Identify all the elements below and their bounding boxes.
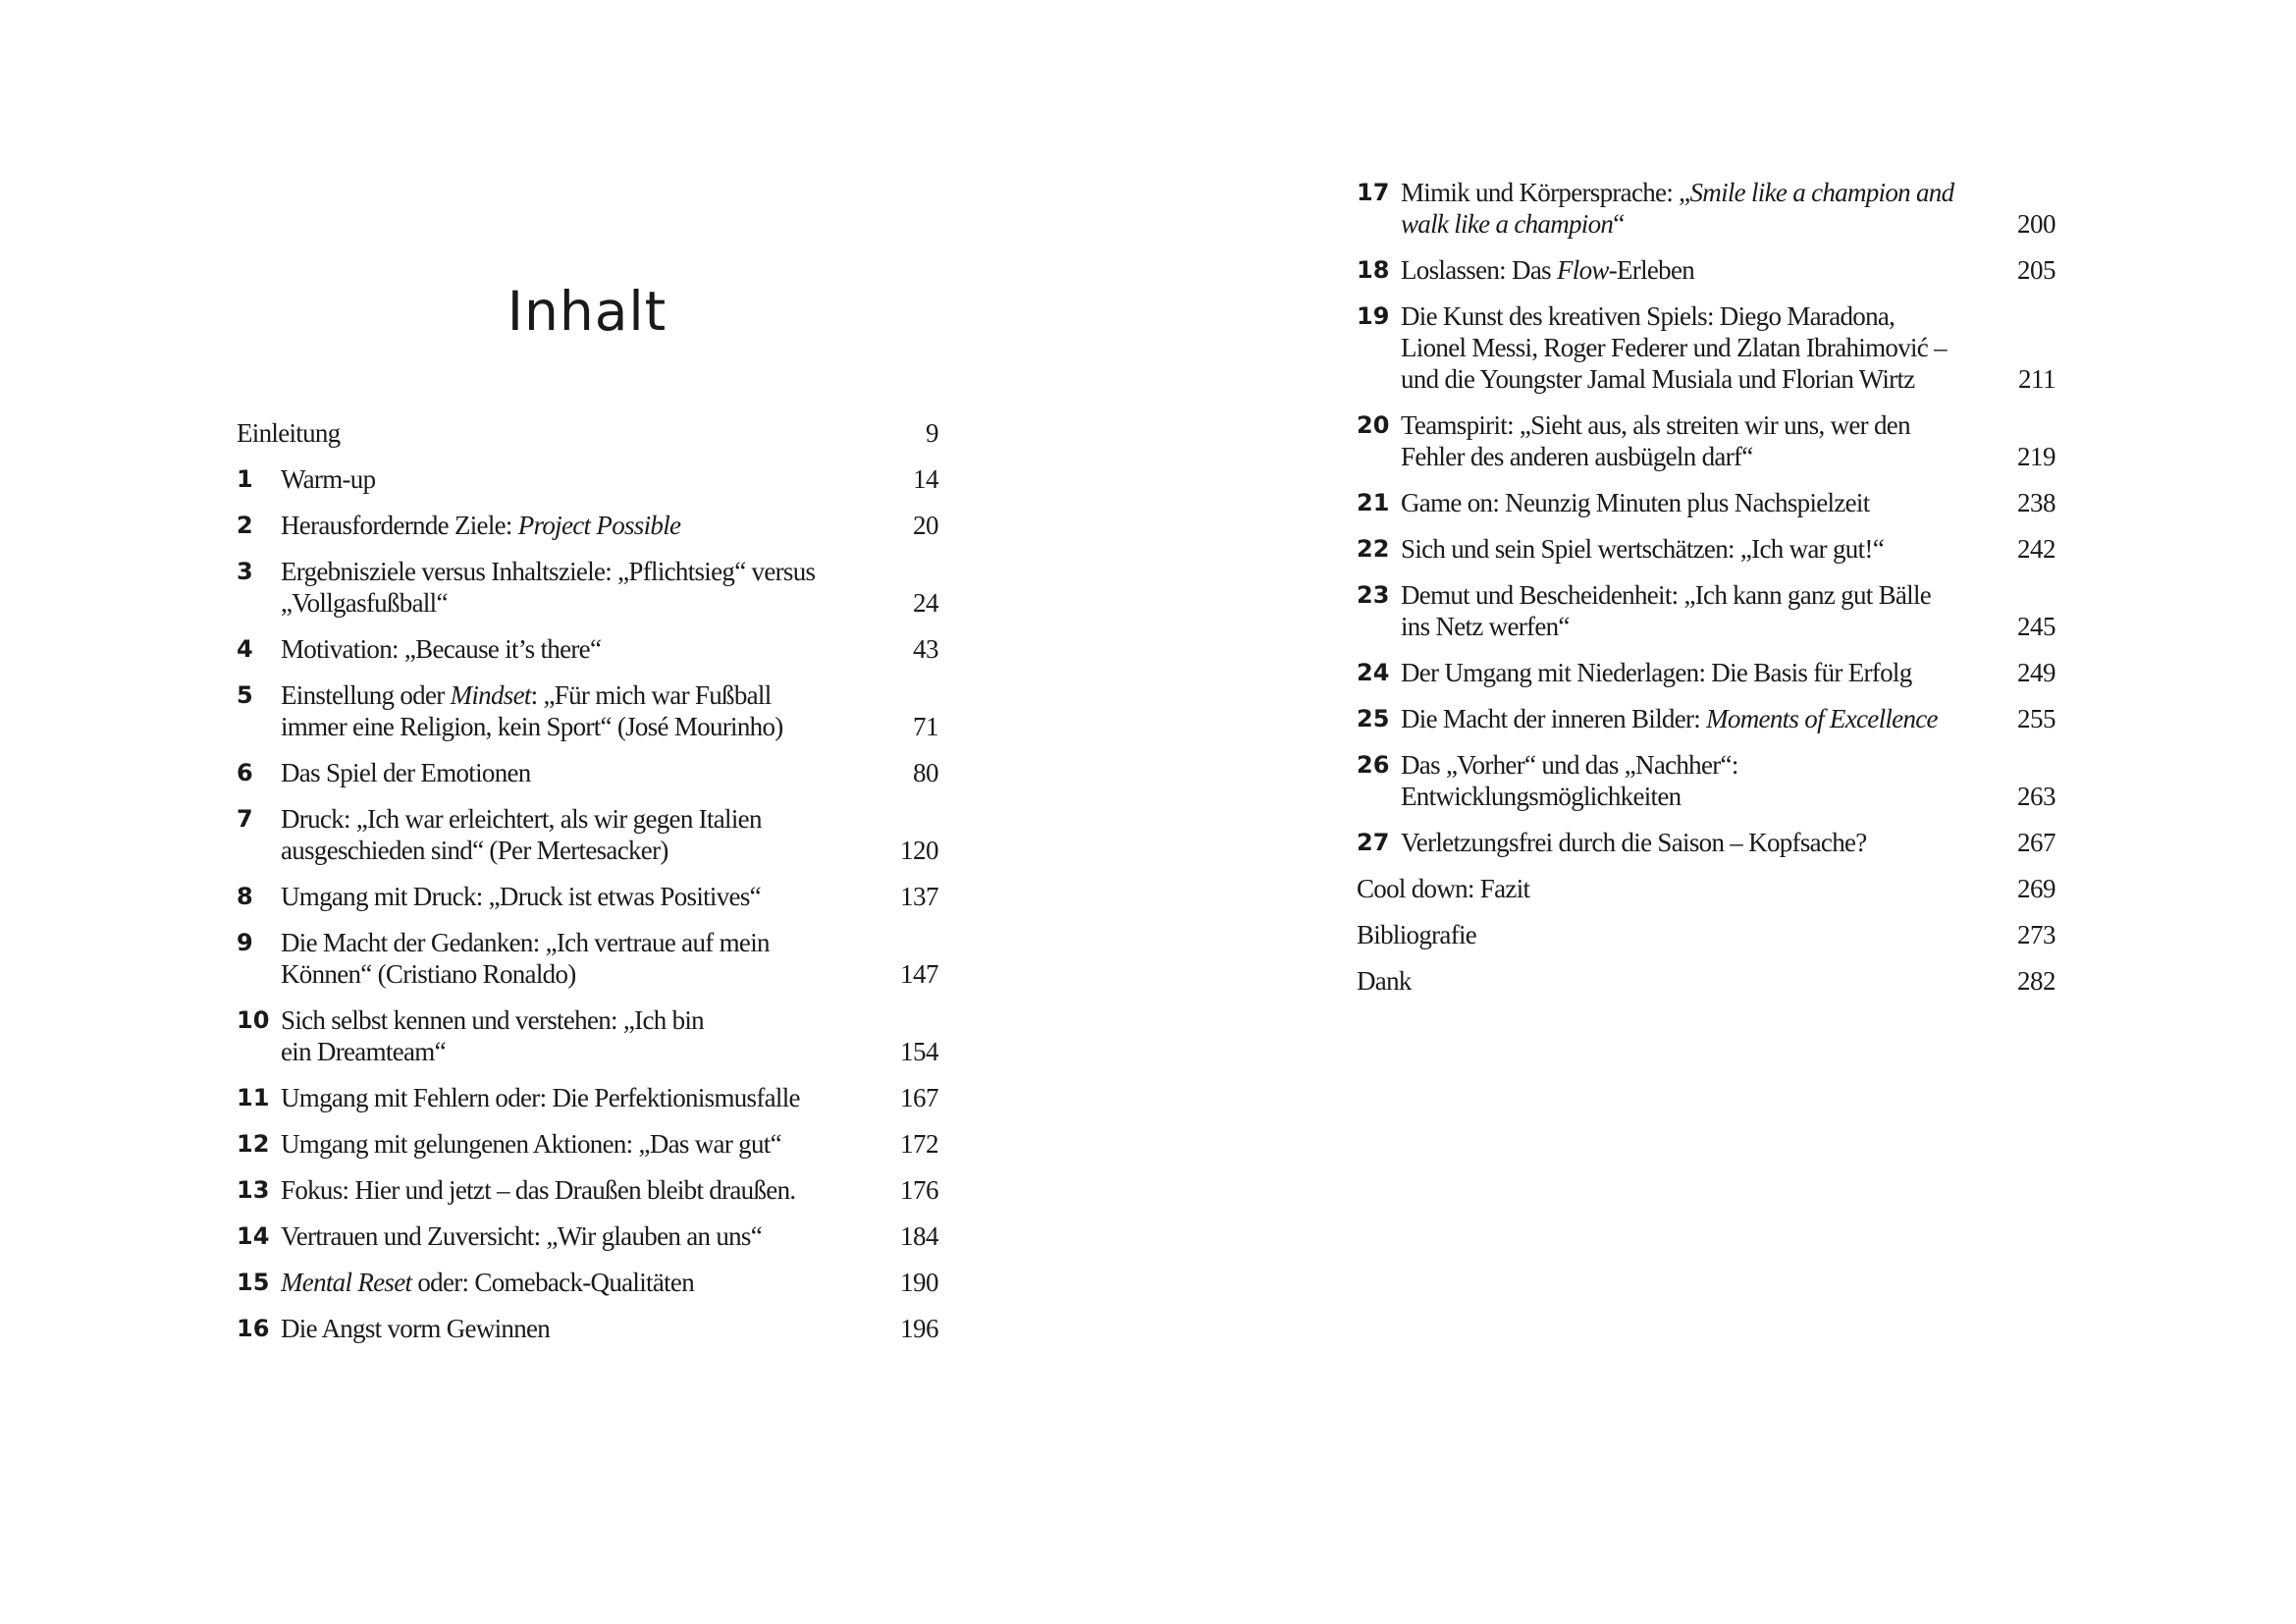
chapter-title-line	[281, 587, 870, 619]
chapter-title-line	[281, 463, 870, 495]
chapter-title	[1401, 579, 1987, 642]
italic-segment: walk like a champion	[1401, 209, 1614, 239]
text-segment: Einstellung oder	[281, 680, 451, 710]
text-segment: Game on: Neunzig Minuten plus Nachspielzeit	[1401, 488, 1870, 517]
text-segment: Umgang mit Fehlern oder: Die Perfektionismusfalle	[281, 1083, 800, 1112]
chapter-title-line	[1401, 177, 1987, 208]
chapter-title	[281, 556, 870, 619]
page-number: 137	[900, 882, 938, 911]
page-number: 242	[2017, 534, 2056, 564]
chapter-title-line	[281, 510, 870, 541]
chapter-number: 2	[237, 512, 253, 539]
chapter-number: 17	[1357, 179, 1390, 206]
toc-entry	[1357, 827, 2056, 858]
chapter-title-line	[281, 633, 870, 665]
chapter-title	[1401, 409, 1987, 472]
italic-segment: Moments of Excellence	[1706, 704, 1938, 733]
chapter-number: 8	[237, 883, 253, 910]
chapter-title	[1401, 533, 1987, 565]
page-number: 245	[2017, 612, 2056, 641]
page-number: 282	[2017, 966, 2056, 996]
toc-entry	[237, 1313, 938, 1344]
toc-entry	[1357, 533, 2056, 565]
chapter-title-line	[281, 1220, 870, 1252]
toc-entry	[237, 417, 938, 449]
page-number: 205	[2017, 255, 2056, 285]
italic-segment: Smile like a champion and	[1689, 178, 1954, 207]
chapter-title-line	[281, 1036, 870, 1067]
chapter-number: 23	[1357, 581, 1390, 609]
text-segment: Bibliografie	[1357, 920, 1477, 949]
text-segment: Demut und Bescheidenheit: „Ich kann ganz gut Bälle	[1401, 580, 1932, 610]
text-segment: Fokus: Hier und jetzt – das Draußen bleibt draußen.	[281, 1175, 796, 1205]
chapter-title-line	[281, 1267, 870, 1298]
chapter-title	[281, 1082, 870, 1113]
chapter-number: 16	[237, 1315, 270, 1342]
toc-entry	[237, 463, 938, 495]
text-segment: Die Macht der Gedanken: „Ich vertraue auf mein	[281, 928, 770, 957]
chapter-number: 7	[237, 805, 253, 833]
page-number: 184	[900, 1221, 938, 1251]
page-number: 249	[2017, 658, 2056, 687]
chapter-title	[1401, 657, 1987, 688]
chapter-title-line	[281, 556, 870, 587]
chapter-title	[1401, 703, 1987, 734]
text-segment: Teamspirit: „Sieht aus, als streiten wir uns, wer den	[1401, 410, 1910, 440]
chapter-title-line	[281, 881, 870, 912]
chapter-title-line	[1401, 254, 1987, 286]
page-number: 267	[2017, 828, 2056, 857]
chapter-number: 22	[1357, 535, 1390, 563]
page-number: 196	[900, 1314, 938, 1343]
chapter-title	[281, 927, 870, 990]
chapter-title-line	[1401, 409, 1987, 441]
chapter-title-line	[1401, 579, 1987, 611]
chapter-number: 27	[1357, 829, 1390, 856]
chapter-title	[1401, 487, 1987, 518]
chapter-title	[281, 1267, 870, 1298]
text-segment: Fehler des anderen ausbügeln darf“	[1401, 442, 1753, 471]
chapter-title-line	[1401, 611, 1987, 642]
page-number: 190	[900, 1268, 938, 1297]
chapter-title	[1401, 749, 1987, 812]
text-segment: ein Dreamteam“	[281, 1037, 446, 1066]
chapter-title	[1401, 177, 1987, 240]
chapter-title	[237, 417, 870, 449]
chapter-title	[281, 679, 870, 742]
chapter-title	[281, 881, 870, 912]
chapter-title-line	[1401, 827, 1987, 858]
text-segment: Vertrauen und Zuversicht: „Wir glauben an uns“	[281, 1221, 763, 1251]
text-segment: Warm-up	[281, 464, 376, 494]
page-number: 80	[913, 758, 938, 787]
text-segment: ins Netz werfen“	[1401, 612, 1570, 641]
chapter-title-line	[1401, 332, 1987, 363]
text-segment: immer eine Religion, kein Sport“ (José Mourinho)	[281, 712, 783, 741]
toc-entry	[237, 1128, 938, 1160]
chapter-title	[281, 510, 870, 541]
page-number: 255	[2017, 704, 2056, 733]
page-number: 20	[913, 511, 938, 540]
text-segment: Verletzungsfrei durch die Saison – Kopfsache?	[1401, 828, 1867, 857]
chapter-number: 12	[237, 1130, 270, 1158]
chapter-title	[281, 757, 870, 788]
chapter-title-line	[281, 835, 870, 866]
text-segment: Das „Vorher“ und das „Nachher“:	[1401, 750, 1738, 780]
chapter-number: 19	[1357, 302, 1390, 330]
chapter-title-line	[281, 927, 870, 958]
chapter-title-line	[1357, 873, 1987, 904]
chapter-title-line	[281, 1174, 870, 1206]
text-segment: Dank	[1357, 966, 1412, 996]
toc-list-left	[237, 417, 938, 1359]
text-segment: Loslassen: Das	[1401, 255, 1557, 285]
chapter-title-line	[1401, 208, 1987, 240]
chapter-title	[281, 1004, 870, 1067]
chapter-title-line	[281, 757, 870, 788]
chapter-number: 6	[237, 759, 253, 786]
toc-entry	[237, 803, 938, 866]
toc-entry	[237, 1267, 938, 1298]
text-segment: Die Kunst des kreativen Spiels: Diego Maradona,	[1401, 301, 1896, 331]
page-number: 273	[2017, 920, 2056, 949]
toc-entry	[237, 1220, 938, 1252]
chapter-title	[1401, 827, 1987, 858]
text-segment: Umgang mit gelungenen Aktionen: „Das war gut“	[281, 1129, 781, 1159]
text-segment: Entwicklungsmöglichkeiten	[1401, 782, 1682, 811]
chapter-title	[281, 1220, 870, 1252]
page-number: 200	[2017, 209, 2056, 239]
toc-entry	[1357, 409, 2056, 472]
chapter-title-line	[1401, 300, 1987, 332]
chapter-number: 20	[1357, 411, 1390, 439]
page-number: 120	[900, 836, 938, 865]
toc-entry	[237, 757, 938, 788]
text-segment: -Erleben	[1608, 255, 1695, 285]
chapter-title	[1401, 300, 1987, 395]
text-segment: Sich selbst kennen und verstehen: „Ich bin	[281, 1005, 704, 1035]
toc-entry	[237, 633, 938, 665]
page-number: 172	[900, 1129, 938, 1159]
toc-entry	[1357, 657, 2056, 688]
chapter-number: 15	[237, 1269, 270, 1296]
chapter-number: 26	[1357, 751, 1390, 779]
toc-entry	[1357, 703, 2056, 734]
chapter-title-line	[1401, 703, 1987, 734]
chapter-number: 13	[237, 1176, 270, 1204]
chapter-number: 25	[1357, 705, 1390, 732]
text-segment: : „Für mich war Fußball	[530, 680, 772, 710]
toc-entry	[1357, 579, 2056, 642]
text-segment: ausgeschieden sind“ (Per Mertesacker)	[281, 836, 668, 865]
toc-entry	[1357, 749, 2056, 812]
page-number: 269	[2017, 874, 2056, 903]
chapter-title-line	[1357, 965, 1987, 997]
toc-entry	[1357, 873, 2056, 904]
toc-entry	[1357, 487, 2056, 518]
chapter-title-line	[1401, 487, 1987, 518]
chapter-title-line	[1401, 363, 1987, 395]
chapter-number: 21	[1357, 489, 1390, 516]
chapter-title	[281, 463, 870, 495]
text-segment: und die Youngster Jamal Musiala und Florian Wirtz	[1401, 364, 1915, 394]
chapter-title	[1357, 873, 1987, 904]
chapter-title-line	[281, 1082, 870, 1113]
toc-entry	[237, 556, 938, 619]
text-segment: Das Spiel der Emotionen	[281, 758, 531, 787]
chapter-title-line	[1401, 533, 1987, 565]
chapter-number: 5	[237, 681, 253, 709]
chapter-title	[281, 1313, 870, 1344]
italic-segment: Mental Reset	[281, 1268, 412, 1297]
chapter-number: 11	[237, 1084, 270, 1111]
text-segment: Einleitung	[237, 418, 341, 448]
page-number: 9	[926, 418, 938, 448]
toc-entry	[237, 679, 938, 742]
page-number: 219	[2017, 442, 2056, 471]
chapter-title-line	[1357, 919, 1987, 950]
text-segment: Herausfordernde Ziele:	[281, 511, 518, 540]
chapter-title	[1357, 919, 1987, 950]
page-number: 263	[2017, 782, 2056, 811]
chapter-title-line	[1401, 657, 1987, 688]
chapter-title-line	[281, 1128, 870, 1160]
text-segment: Sich und sein Spiel wertschätzen: „Ich war gut!“	[1401, 534, 1884, 564]
text-segment: Druck: „Ich war erleichtert, als wir gegen Italien	[281, 804, 762, 834]
chapter-number: 9	[237, 929, 253, 956]
chapter-number: 14	[237, 1222, 270, 1250]
toc-entry	[237, 1082, 938, 1113]
text-segment: Die Macht der inneren Bilder:	[1401, 704, 1707, 733]
toc-list-right	[1357, 177, 2056, 1011]
chapter-title	[1401, 254, 1987, 286]
page-number: 147	[900, 959, 938, 989]
page-number: 176	[900, 1175, 938, 1205]
text-segment: Der Umgang mit Niederlagen: Die Basis für Erfolg	[1401, 658, 1912, 687]
page-number: 43	[913, 634, 938, 664]
toc-entry	[1357, 300, 2056, 395]
italic-segment: Mindset	[450, 680, 531, 710]
chapter-title	[281, 1128, 870, 1160]
chapter-title-line	[281, 803, 870, 835]
chapter-title	[281, 633, 870, 665]
chapter-number: 1	[237, 465, 253, 493]
page-number: 211	[2018, 364, 2056, 394]
chapter-title-line	[1401, 749, 1987, 781]
page-number: 14	[913, 464, 938, 494]
toc-entry	[237, 1004, 938, 1067]
toc-entry	[1357, 177, 2056, 240]
text-segment: oder: Comeback-Qualitäten	[411, 1268, 694, 1297]
text-segment: Cool down: Fazit	[1357, 874, 1530, 903]
page-number: 24	[913, 588, 938, 618]
toc-entry	[237, 881, 938, 912]
italic-segment: Project Possible	[517, 511, 681, 540]
page-title: Inhalt	[507, 280, 667, 343]
text-segment: Die Angst vorm Gewinnen	[281, 1314, 551, 1343]
text-segment: Können“ (Cristiano Ronaldo)	[281, 959, 576, 989]
chapter-title-line	[281, 1313, 870, 1344]
text-segment: „Vollgasfußball“	[281, 588, 448, 618]
chapter-number: 24	[1357, 659, 1390, 686]
chapter-number: 4	[237, 635, 253, 663]
text-segment: Lionel Messi, Roger Federer und Zlatan Ibrahimović –	[1401, 333, 1947, 362]
page-number: 167	[900, 1083, 938, 1112]
chapter-title-line	[237, 417, 870, 449]
text-segment: Motivation: „Because it’s there“	[281, 634, 602, 664]
toc-entry	[237, 1174, 938, 1206]
chapter-number: 10	[237, 1006, 270, 1034]
text-segment: “	[1613, 209, 1625, 239]
chapter-title-line	[1401, 441, 1987, 472]
page-number: 71	[913, 712, 938, 741]
text-segment: Umgang mit Druck: „Druck ist etwas Positives“	[281, 882, 761, 911]
text-segment: Mimik und Körpersprache: „	[1401, 178, 1690, 207]
chapter-title-line	[281, 711, 870, 742]
toc-entry	[1357, 254, 2056, 286]
toc-entry	[1357, 919, 2056, 950]
toc-entry	[237, 510, 938, 541]
toc-entry	[1357, 965, 2056, 997]
chapter-title-line	[281, 679, 870, 711]
chapter-number: 3	[237, 558, 253, 585]
page-number: 238	[2017, 488, 2056, 517]
chapter-number: 18	[1357, 256, 1390, 284]
italic-segment: Flow	[1556, 255, 1609, 285]
chapter-title-line	[281, 1004, 870, 1036]
chapter-title-line	[1401, 781, 1987, 812]
toc-entry	[237, 927, 938, 990]
right-page	[1148, 0, 2296, 1624]
text-segment: Ergebnisziele versus Inhaltsziele: „Pflichtsieg“ versus	[281, 557, 816, 586]
chapter-title	[1357, 965, 1987, 997]
chapter-title-line	[281, 958, 870, 990]
chapter-title	[281, 1174, 870, 1206]
page-number: 154	[900, 1037, 938, 1066]
chapter-title	[281, 803, 870, 866]
